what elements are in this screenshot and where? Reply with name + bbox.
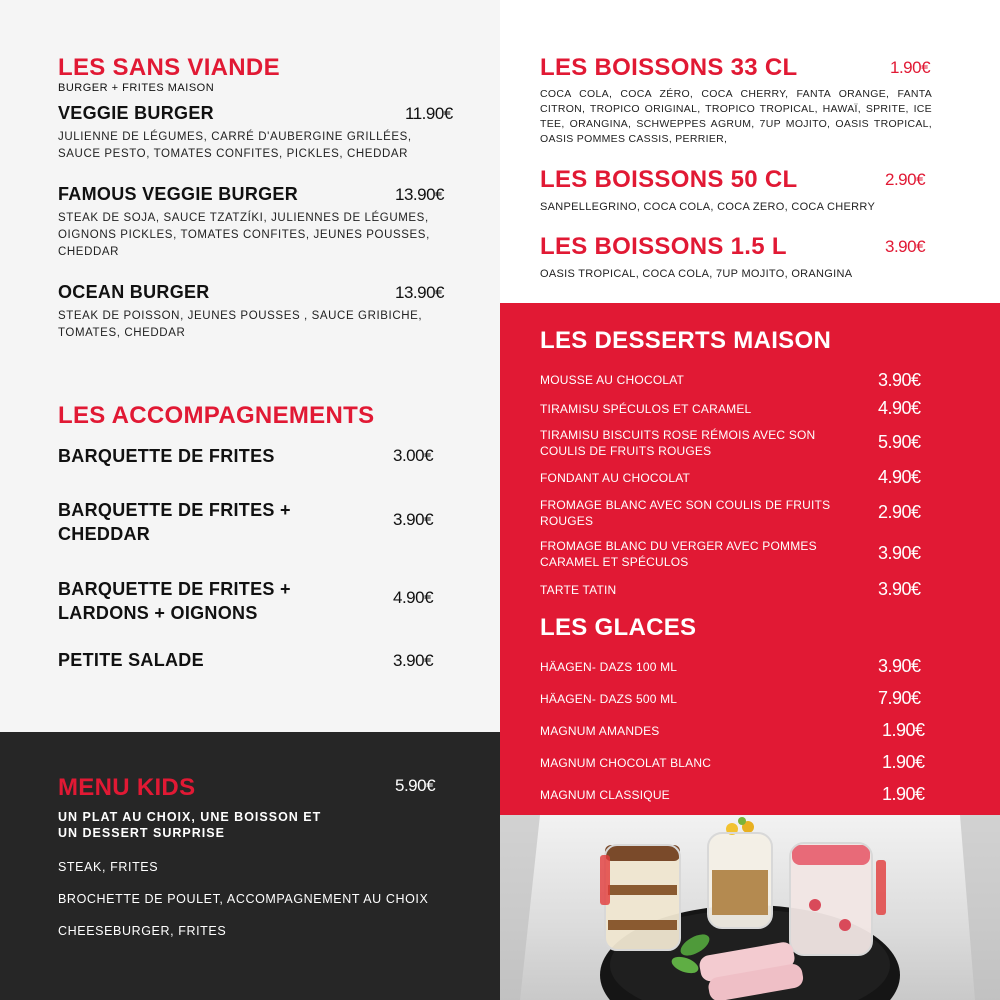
accompagnements-title: LES ACCOMPAGNEMENTS (58, 402, 375, 429)
desserts-panel (500, 303, 1000, 815)
dessert-item: MOUSSE AU CHOCOLAT (540, 373, 685, 387)
glace-price: 3.90€ (878, 656, 921, 676)
accomp-item-frites-price: 3.00€ (393, 446, 434, 465)
glace-price: 7.90€ (878, 688, 921, 708)
menu-kids-title: MENU KIDS (58, 774, 196, 801)
boissons-15-price: 3.90€ (885, 237, 926, 256)
desserts-title: LES DESSERTS MAISON (540, 327, 832, 354)
sans-viande-subtitle: BURGER + FRITES MAISON (58, 82, 215, 94)
glace-item: HÄAGEN- DAZS 100 ML (540, 660, 678, 674)
menu-kids-price: 5.90€ (395, 776, 436, 795)
boissons-33-desc: COCA COLA, COCA ZÉRO, COCA CHERRY, FANTA ORANGE, FANTA CITRON, TROPICO ORIGINAL, TROPICO TROPICAL, HAWAÏ, SPRITE, ICE TEE, ORANGINA, SCHWEPPES AGRUM, 7UP MOJITO, OASIS TROPICAL, OASIS POMMES CASSIS, PERRIER, (540, 88, 932, 145)
dessert-item: TIRAMISU SPÉCULOS ET CARAMEL (540, 402, 752, 416)
accomp-item-frites-cheddar-name: BARQUETTE DE FRITES + CHEDDAR (58, 500, 291, 544)
dessert-item: TIRAMISU BISCUITS ROSE RÉMOIS AVEC SON COULIS DE FRUITS ROUGES (540, 428, 816, 458)
glace-item: MAGNUM AMANDES (540, 724, 660, 738)
glace-price: 1.90€ (882, 784, 925, 804)
boissons-33-price: 1.90€ (890, 58, 931, 77)
sans-viande-title: LES SANS VIANDE (58, 54, 280, 81)
dessert-item: TARTE TATIN (540, 583, 617, 597)
menu-kids-subtitle: UN PLAT AU CHOIX, UNE BOISSON ET UN DESSERT SURPRISE (58, 810, 322, 840)
glace-price: 1.90€ (882, 720, 925, 740)
ocean-burger-desc: STEAK DE POISSON, JEUNES POUSSES , SAUCE GRIBICHE, TOMATES, CHEDDAR (58, 310, 423, 339)
dessert-jars-illustration (500, 815, 1000, 1000)
kids-item: CHEESEBURGER, FRITES (58, 924, 227, 938)
glace-item: HÄAGEN- DAZS 500 ML (540, 692, 678, 706)
famous-veggie-burger-price: 13.90€ (395, 185, 444, 204)
menu-kids-panel (0, 732, 500, 1000)
ocean-burger-price: 13.90€ (395, 283, 444, 302)
dessert-price: 4.90€ (878, 398, 921, 418)
dessert-price: 5.90€ (878, 432, 921, 452)
boissons-15-title: LES BOISSONS 1.5 L (540, 233, 787, 260)
kids-item: BROCHETTE DE POULET, ACCOMPAGNEMENT AU CHOIX (58, 892, 429, 906)
boissons-50-title: LES BOISSONS 50 CL (540, 166, 798, 193)
dessert-price: 3.90€ (878, 370, 921, 390)
boissons-panel (500, 0, 1000, 303)
glace-item: MAGNUM CLASSIQUE (540, 788, 670, 802)
boissons-50-price: 2.90€ (885, 170, 926, 189)
dessert-price: 3.90€ (878, 543, 921, 563)
dessert-item: FONDANT AU CHOCOLAT (540, 471, 691, 485)
glace-price: 1.90€ (882, 752, 925, 772)
desserts-photo (500, 815, 1000, 1000)
accomp-item-frites-lardons-name: BARQUETTE DE FRITES + LARDONS + OIGNONS (58, 579, 291, 623)
dessert-price: 4.90€ (878, 467, 921, 487)
accomp-item-frites-name: BARQUETTE DE FRITES (58, 446, 275, 466)
dessert-price: 3.90€ (878, 579, 921, 599)
famous-veggie-burger-name: FAMOUS VEGGIE BURGER (58, 184, 299, 204)
accomp-item-salade-name: PETITE SALADE (58, 650, 204, 670)
boissons-15-desc: OASIS TROPICAL, COCA COLA, 7UP MOJITO, ORANGINA (540, 268, 853, 280)
veggie-burger-price: 11.90€ (405, 104, 453, 123)
accomp-item-frites-lardons-price: 4.90€ (393, 588, 434, 607)
boissons-50-desc: SANPELLEGRINO, COCA COLA, COCA ZERO, COCA CHERRY (540, 201, 876, 213)
kids-item: STEAK, FRITES (58, 860, 159, 874)
boissons-33-title: LES BOISSONS 33 CL (540, 54, 798, 81)
famous-veggie-burger-desc: STEAK DE SOJA, SAUCE TZATZÍKI, JULIENNES DE LÉGUMES, OIGNONS PICKLES, TOMATES CONFITES, JEUNES POUSSES, CHEDDAR (58, 212, 430, 258)
dessert-item: FROMAGE BLANC AVEC SON COULIS DE FRUITS ROUGES (540, 498, 831, 528)
dessert-price: 2.90€ (878, 502, 921, 522)
veggie-burger-desc: JULIENNE DE LÉGUMES, CARRÉ D'AUBERGINE GRILLÉES, SAUCE PESTO, TOMATES CONFITES, PICKLES, CHEDDAR (58, 131, 412, 160)
sans-viande-panel (0, 0, 500, 732)
glaces-title: LES GLACES (540, 614, 697, 641)
accomp-item-salade-price: 3.90€ (393, 651, 434, 670)
accomp-item-frites-cheddar-price: 3.90€ (393, 510, 434, 529)
glace-item: MAGNUM CHOCOLAT BLANC (540, 756, 712, 770)
ocean-burger-name: OCEAN BURGER (58, 282, 210, 302)
dessert-item: FROMAGE BLANC DU VERGER AVEC POMMES CARAMEL ET SPÉCULOS (540, 539, 817, 569)
veggie-burger-name: VEGGIE BURGER (58, 103, 214, 123)
